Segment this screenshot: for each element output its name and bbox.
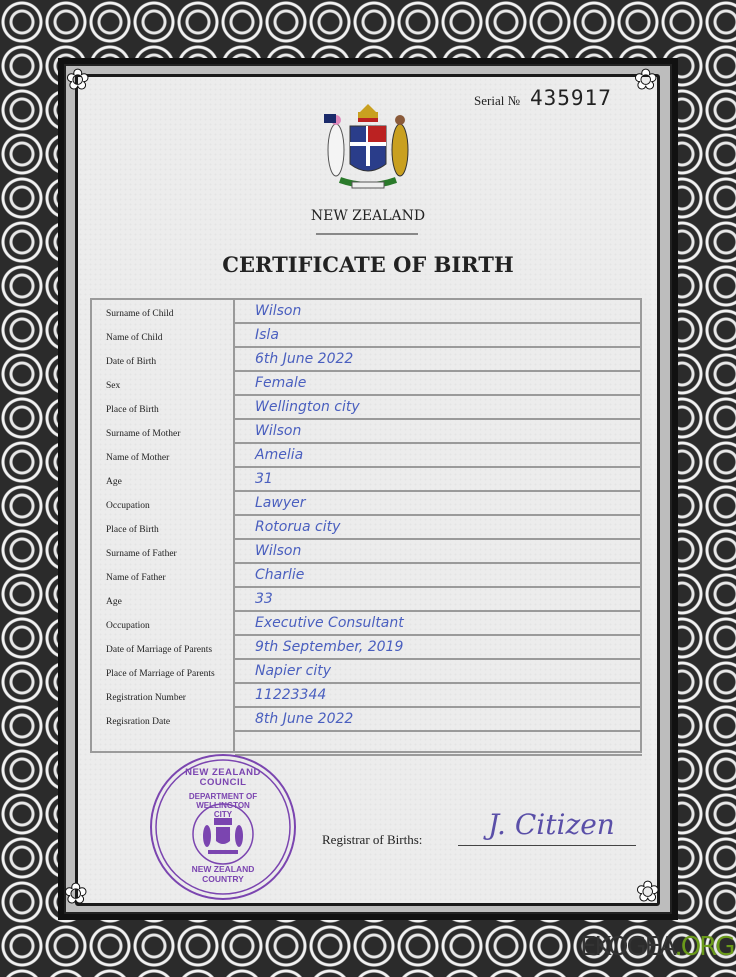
table-row [92, 684, 642, 708]
table-row [92, 636, 642, 660]
stamp-outer-text: NEW ZEALAND COUNCIL [185, 767, 261, 788]
flower-ornament-icon: ✿ [636, 875, 660, 908]
field-label: Occupation [106, 501, 150, 511]
field-value: Executive Consultant [235, 612, 642, 636]
field-value: Isla [235, 324, 642, 348]
field-label: Sex [106, 381, 121, 391]
field-value: 11223344 [235, 684, 642, 708]
registrar-signature: J. Citizen [488, 808, 615, 841]
serial-label: Serial № [474, 93, 520, 108]
serial-number [474, 86, 612, 110]
field-value: Charlie [235, 564, 642, 588]
field-label: Date of Marriage of Parents [106, 645, 213, 655]
watermark-accent-text: .ORG [674, 932, 734, 962]
flower-ornament-icon: ✿ [64, 877, 88, 910]
field-value: Amelia [235, 444, 642, 468]
table-row [92, 612, 642, 636]
field-value: 6th June 2022 [235, 348, 642, 372]
field-value: Wilson [235, 300, 642, 324]
table-row [92, 300, 642, 324]
table-row [92, 396, 642, 420]
field-label: Age [106, 477, 122, 487]
flower-ornament-icon: ✿ [634, 63, 658, 96]
field-label: Name of Father [106, 573, 166, 583]
country-heading: NEW ZEALAND [310, 208, 426, 224]
stamp-bottom-text: NEW ZEALAND COUNTRY [191, 864, 255, 884]
stamp-inner-text: DEPARTMENT OF WELLINGTON CITY [188, 792, 258, 819]
table-row [92, 444, 642, 468]
field-value: Wellington city [235, 396, 642, 420]
table-row [92, 540, 642, 564]
field-label: Regisration Date [106, 717, 171, 727]
table-row [92, 564, 642, 588]
field-label: Surname of Father [106, 549, 177, 559]
registrar-label: Registrar of Births: [322, 832, 423, 847]
table-row [92, 492, 642, 516]
coat-of-arms-icon [316, 100, 420, 204]
field-label: Date of Birth [106, 357, 157, 367]
field-label: Name of Child [106, 333, 163, 343]
field-value: Lawyer [235, 492, 642, 516]
table-row [92, 324, 642, 348]
council-stamp [148, 752, 298, 902]
field-value: Wilson [235, 540, 642, 564]
field-label: Age [106, 597, 122, 607]
table-row [92, 588, 642, 612]
table-row [92, 516, 642, 540]
table-row [92, 660, 642, 684]
serial-value: 435917 [529, 86, 612, 110]
watermark-text: EKOGEA [580, 932, 675, 962]
table-row [92, 708, 642, 732]
table-row [92, 468, 642, 492]
table-row [92, 420, 642, 444]
field-value: Female [235, 372, 642, 396]
field-value: 9th September, 2019 [235, 636, 642, 660]
signature-line [458, 845, 636, 846]
field-label: Place of Birth [106, 405, 159, 415]
field-label: Registration Number [106, 693, 186, 703]
birth-details-table [90, 298, 642, 753]
field-label: Place of Birth [106, 525, 159, 535]
field-label: Place of Marriage of Parents [106, 669, 215, 679]
field-label: Surname of Mother [106, 429, 181, 439]
divider [316, 233, 418, 235]
field-label: Surname of Child [106, 309, 174, 319]
field-value: Wilson [235, 420, 642, 444]
field-label: Name of Mother [106, 453, 170, 463]
field-value: 31 [235, 468, 642, 492]
flower-ornament-icon: ✿ [66, 63, 90, 96]
field-value: Rotorua city [235, 516, 642, 540]
table-row [92, 372, 642, 396]
field-value: Napier city [235, 660, 642, 684]
field-value: 8th June 2022 [235, 708, 642, 732]
field-label: Occupation [106, 621, 150, 631]
watermark [580, 932, 733, 962]
field-value: 33 [235, 588, 642, 612]
table-row [92, 348, 642, 372]
certificate-title: CERTIFICATE OF BIRTH [222, 252, 514, 277]
